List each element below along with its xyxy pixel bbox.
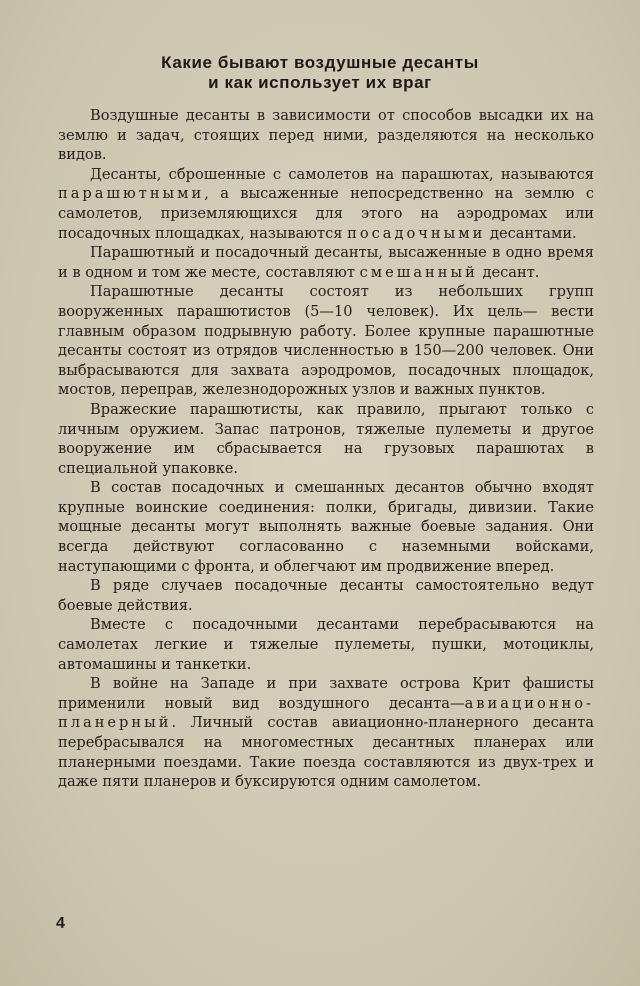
paragraph: Парашютные десанты состоят из небольших групп вооруженных парашютистов (5—10 человек). Их цель— вести главным образом подрывную работу. Более крупные парашютные десанты состоят из отрядов численностью в 150—200 человек. Они выбрасываются для захвата аэродромов, посадочных площадок, мостов, переправ, железнодорожных узлов и важных пунктов. [58,283,594,399]
text-run: десант. [477,263,540,281]
paragraph [58,165,594,243]
text-run: десантами. [485,224,577,242]
paragraph: Воздушные десанты в зависимости от способов высадки их на землю и задач, стоящих перед ними, разделяются на несколько видов. [58,107,594,164]
paragraph: Вражеские парашютисты, как правило, прыгают только с личным оружием. Запас патронов, тяжелые пулеметы и другое вооружение им сбрасывается на грузовых парашютах в специальной упаковке. [58,400,594,477]
spaced-term: смешанный [359,263,478,281]
paragraph: В состав посадочных и смешанных десантов обычно входят крупные воинские соединения: полки, бригады, дивизии. Такие мощные десанты могут выполнять важные боевые задания. Они всегда действуют согласованно с наземными войсками, наступающими с фронта, и облегчают им продвижение вперед. [58,479,594,575]
chapter-title-line-1: Какие бывают воздушные десанты [161,53,479,72]
chapter-title-line-2: и как использует их враг [208,73,432,92]
spaced-term: посадочными [347,224,486,242]
paragraph [58,674,594,792]
body-text [58,106,594,792]
page-number: 4 [56,915,65,932]
spaced-term: авиационно-планерный [58,694,594,732]
text-run: В войне на Западе и при захвате острова Крит фашисты применили новый вид воздушного десанта— [58,675,594,712]
text-run: . Личный состав авиационно-планерного десанта перебрасывался на многоместных десантных планерах или планерными поездами. Такие поезда составляются из двух-трех и даже пяти планеров и буксируются одним самолетом. [58,714,594,791]
paragraph [58,243,594,282]
text-run: Парашютный и посадочный десанты, высаженные в одно время и в одном и том же месте, составляют [58,244,594,281]
text-run: Десанты, сброшенные с самолетов на парашютах, называются [90,165,594,183]
paragraph: В ряде случаев посадочные десанты самостоятельно ведут боевые действия. [58,577,594,614]
spaced-term: парашютными [58,185,205,203]
text-run: , а высаженные непосредственно на землю с самолетов, приземляющихся для этого на аэродромах или посадочных площадках, называются [58,185,594,242]
paragraph: Вместе с посадочными десантами перебрасываются на самолетах легкие и тяжелые пулеметы, пушки, мотоциклы, автомашины и танкетки. [58,616,594,673]
